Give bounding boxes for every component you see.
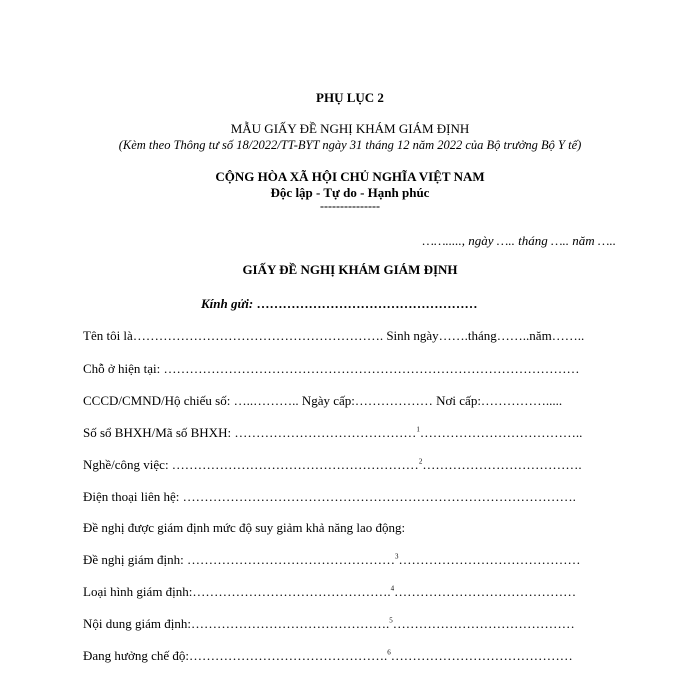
footnote-5: 5 <box>389 616 393 625</box>
field-request <box>83 552 581 568</box>
field-job <box>83 457 582 473</box>
form-title: MẪU GIẤY ĐỀ NGHỊ KHÁM GIÁM ĐỊNH <box>230 121 470 136</box>
request-text: Đề nghị giám định: ………………………………………… <box>83 552 395 567</box>
field-insurance <box>83 425 582 441</box>
request-intro: Đề nghị được giám định mức độ suy giảm khả năng lao động: <box>83 520 406 535</box>
field-name: Tên tôi là…………………………………………………. Sinh ngày…….tháng……..năm…….. <box>83 328 585 343</box>
footnote-3: 3 <box>395 552 399 561</box>
recipient-dots: …………………………………………… <box>256 296 478 311</box>
national-motto: Độc lập - Tự do - Hạnh phúc <box>270 185 430 200</box>
request-tail: …………………………………… <box>398 552 581 567</box>
document-title: GIẤY ĐỀ NGHỊ KHÁM GIÁM ĐỊNH <box>242 262 458 277</box>
date-line: ……....., ngày ….. tháng ….. năm ….. <box>422 233 616 248</box>
regime-tail: …………………………………… <box>390 648 573 663</box>
field-id-card: CCCD/CMND/Hộ chiếu số: …..……….. Ngày cấp:……………… Nơi cấp:……………..... <box>83 393 563 408</box>
legal-reference: (Kèm theo Thông tư số 18/2022/TT-BYT ngày 31 tháng 12 năm 2022 của Bộ trưởng Bộ Y tế) <box>118 138 582 152</box>
footnote-4: 4 <box>390 584 395 593</box>
header-divider: --------------- <box>320 199 380 213</box>
footnote-2: 2 <box>418 457 423 466</box>
appendix-label: PHỤ LỤC 2 <box>316 90 384 105</box>
type-tail: …………………………………… <box>394 584 577 599</box>
field-content <box>83 616 575 632</box>
recipient-label: Kính gửi: <box>201 296 254 311</box>
recipient-line <box>201 296 477 312</box>
content-tail: …………………………………… <box>392 616 575 631</box>
footnote-6: 6 <box>387 648 391 657</box>
field-regime <box>83 648 573 664</box>
field-type <box>83 584 576 600</box>
insurance-tail: ……………………………….. <box>419 425 583 440</box>
field-phone: Điện thoại liên hệ: ………………………………………………………………………………. <box>83 489 576 504</box>
footnote-1: 1 <box>416 425 420 434</box>
regime-text: Đang hưởng chế độ:………………………………………. <box>83 648 388 663</box>
type-text: Loại hình giám định:………………………………………. <box>83 584 391 599</box>
country-name: CỘNG HÒA XÃ HỘI CHỦ NGHĨA VIỆT NAM <box>215 169 485 184</box>
job-text: Nghề/công việc: ………………………………………………… <box>83 457 419 472</box>
insurance-text: Số sổ BHXH/Mã số BHXH: …………………………………… <box>83 425 417 440</box>
content-text: Nội dung giám định:………………………………………. <box>83 616 390 631</box>
job-tail: ………………………………. <box>422 457 582 472</box>
field-address: Chỗ ở hiện tại: …………………………………………………………………………………… <box>83 361 580 376</box>
